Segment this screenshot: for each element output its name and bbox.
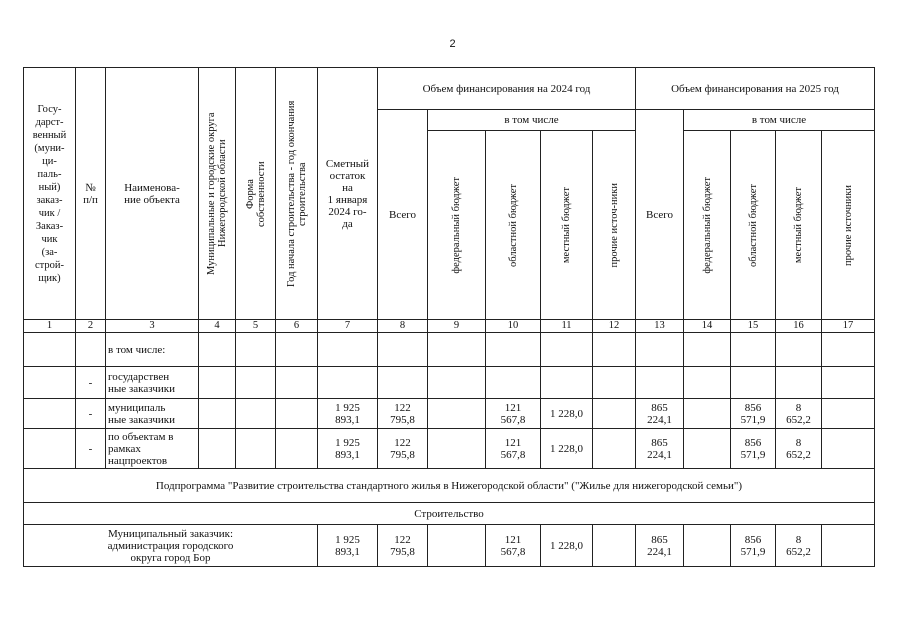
column-number: 8	[378, 320, 428, 333]
column-number-row	[24, 320, 875, 333]
table-cell: 8 652,2	[776, 399, 822, 429]
column-number: 7	[318, 320, 378, 333]
table-cell	[486, 367, 541, 399]
table-cell	[199, 367, 236, 399]
table-cell	[541, 333, 593, 367]
column-number: 14	[684, 320, 731, 333]
table-row	[24, 333, 875, 367]
table-cell: 1 228,0	[541, 399, 593, 429]
table-cell: муниципаль ные заказчики	[106, 399, 199, 429]
table-cell	[731, 333, 776, 367]
column-number: 2	[76, 320, 106, 333]
table-cell: в том числе:	[106, 333, 199, 367]
header-regional-2024-text: областной бюджет	[507, 183, 519, 267]
table-row	[24, 399, 875, 429]
header-ownership	[236, 68, 276, 320]
header-federal-2025-text: федеральный бюджет	[701, 176, 713, 274]
header-other-2025	[822, 131, 875, 320]
table-cell	[24, 399, 76, 429]
table-cell: 121 567,8	[486, 525, 541, 567]
column-number: 17	[822, 320, 875, 333]
table-cell	[236, 367, 276, 399]
column-number: 10	[486, 320, 541, 333]
header-total-2024-text: Всего	[389, 208, 416, 221]
table-cell: -	[76, 429, 106, 469]
header-local-2024-text: местный бюджет	[561, 186, 572, 264]
table-cell: 856 571,9	[731, 525, 776, 567]
table-cell: государствен ные заказчики	[106, 367, 199, 399]
table-cell	[593, 525, 636, 567]
table-cell: 122 795,8	[378, 429, 428, 469]
column-number: 3	[106, 320, 199, 333]
table-cell	[428, 399, 486, 429]
header-fin-2024-text: Объем финансирования на 2024 год	[422, 82, 591, 95]
table-cell	[593, 367, 636, 399]
header-total-2025-text: Всего	[646, 208, 673, 221]
header-federal-2024	[428, 131, 486, 320]
table-cell	[822, 525, 875, 567]
table-cell	[24, 367, 76, 399]
header-total-2024	[378, 110, 428, 320]
table-cell: 856 571,9	[731, 429, 776, 469]
header-total-2025	[636, 110, 684, 320]
header-regional-2025-text: областной бюджет	[747, 183, 759, 267]
table-cell	[636, 367, 684, 399]
column-number: 6	[276, 320, 318, 333]
table-row	[24, 525, 875, 567]
header-balance-text: Сметный остаток на 1 января 2024 го- да	[325, 157, 370, 230]
table-cell: 8 652,2	[776, 429, 822, 469]
municipal-customer-text: Муниципальный заказчик: администрация городского округа город Бор	[107, 527, 234, 564]
header-local-2025-text: местный бюджет	[793, 186, 804, 264]
header-ownership-text: Форма собственности	[244, 160, 267, 227]
header-name-text: Наименова- ние объекта	[124, 181, 180, 206]
header-customer	[24, 68, 76, 320]
table-cell	[236, 429, 276, 469]
table-cell: по объектам в рамках нацпроектов	[106, 429, 199, 469]
table-row	[24, 429, 875, 469]
header-fin-2024	[378, 68, 636, 110]
table-cell: 121 567,8	[486, 429, 541, 469]
header-including-2025-text: в том числе	[751, 114, 807, 126]
table-cell	[684, 429, 731, 469]
header-federal-2024-text: федеральный бюджет	[451, 176, 462, 274]
table-cell	[76, 333, 106, 367]
column-number: 12	[593, 320, 636, 333]
header-num-text: № п/п	[83, 181, 98, 206]
table-cell: 122 795,8	[378, 399, 428, 429]
financing-table	[23, 67, 875, 567]
table-cell	[276, 429, 318, 469]
table-cell	[684, 333, 731, 367]
table-cell	[684, 525, 731, 567]
table-cell	[486, 333, 541, 367]
table-cell: -	[76, 399, 106, 429]
header-federal-2025	[684, 131, 731, 320]
table-cell	[378, 367, 428, 399]
table-cell	[318, 367, 378, 399]
table-cell	[199, 429, 236, 469]
header-including-2024	[428, 110, 636, 131]
table-cell: 1 925 893,1	[318, 525, 378, 567]
table-cell	[428, 429, 486, 469]
table-cell: 1 925 893,1	[318, 399, 378, 429]
table-cell	[822, 333, 875, 367]
column-number: 9	[428, 320, 486, 333]
table-cell	[24, 333, 76, 367]
header-fin-2025	[636, 68, 875, 110]
table-cell	[776, 333, 822, 367]
table-cell: 1 925 893,1	[318, 429, 378, 469]
table-cell	[731, 367, 776, 399]
header-municipality-text: Муниципальные и городские округа Нижегородской области	[206, 112, 228, 275]
column-number: 15	[731, 320, 776, 333]
header-regional-2025	[731, 131, 776, 320]
header-local-2024	[541, 131, 593, 320]
header-local-2025	[776, 131, 822, 320]
header-other-2024	[593, 131, 636, 320]
table-cell	[236, 333, 276, 367]
table-cell	[636, 333, 684, 367]
section-title: Строительство	[24, 503, 875, 525]
table-cell: 121 567,8	[486, 399, 541, 429]
subprogram-title: Подпрограмма "Развитие строительства стандартного жилья в Нижегородской области" ("Жилье для нижегородской семьи")	[24, 469, 875, 503]
header-including-2025	[684, 110, 875, 131]
column-number: 1	[24, 320, 76, 333]
table-cell	[276, 333, 318, 367]
header-including-2024-text: в том числе	[504, 114, 559, 126]
table-cell	[199, 333, 236, 367]
table-cell	[822, 399, 875, 429]
column-number: 4	[199, 320, 236, 333]
table-cell	[428, 525, 486, 567]
column-number: 16	[776, 320, 822, 333]
column-number: 5	[236, 320, 276, 333]
table-row	[24, 367, 875, 399]
municipal-customer-cell	[24, 525, 318, 567]
table-cell	[822, 367, 875, 399]
table-cell	[199, 399, 236, 429]
table-cell: 856 571,9	[731, 399, 776, 429]
table-cell	[593, 399, 636, 429]
table-cell	[24, 429, 76, 469]
header-customer-text: Госу- дарст- венный (муни- ци- паль- ный) заказ- чик / Заказ- чик (за- строй- щик)	[32, 103, 67, 284]
header-num	[76, 68, 106, 320]
header-years	[276, 68, 318, 320]
table-cell: -	[76, 367, 106, 399]
header-fin-2025-text: Объем финансирования на 2025 год	[671, 82, 839, 95]
table-cell: 1 228,0	[541, 429, 593, 469]
column-number: 13	[636, 320, 684, 333]
page-number: 2	[449, 38, 456, 50]
table-cell	[541, 367, 593, 399]
table-cell	[684, 399, 731, 429]
table-cell: 8 652,2	[776, 525, 822, 567]
table-cell: 865 224,1	[636, 429, 684, 469]
table-cell: 865 224,1	[636, 525, 684, 567]
table-cell	[378, 333, 428, 367]
table-cell: 865 224,1	[636, 399, 684, 429]
table-cell	[593, 333, 636, 367]
header-name	[106, 68, 199, 320]
header-regional-2024	[486, 131, 541, 320]
header-municipality	[199, 68, 236, 320]
table-cell	[776, 367, 822, 399]
header-other-2025-text: прочие источники	[842, 184, 854, 266]
table-cell	[684, 367, 731, 399]
table-cell	[428, 367, 486, 399]
table-cell	[428, 333, 486, 367]
table-cell	[276, 367, 318, 399]
header-balance	[318, 68, 378, 320]
header-years-text: Год начала строительства - год окончания строительства	[285, 100, 308, 287]
table-cell	[593, 429, 636, 469]
column-number: 11	[541, 320, 593, 333]
table-cell	[236, 399, 276, 429]
table-cell	[822, 429, 875, 469]
table-cell: 122 795,8	[378, 525, 428, 567]
header-other-2024-text: прочие источ-ники	[608, 182, 620, 268]
table-cell: 1 228,0	[541, 525, 593, 567]
table-cell	[318, 333, 378, 367]
table-cell	[276, 399, 318, 429]
